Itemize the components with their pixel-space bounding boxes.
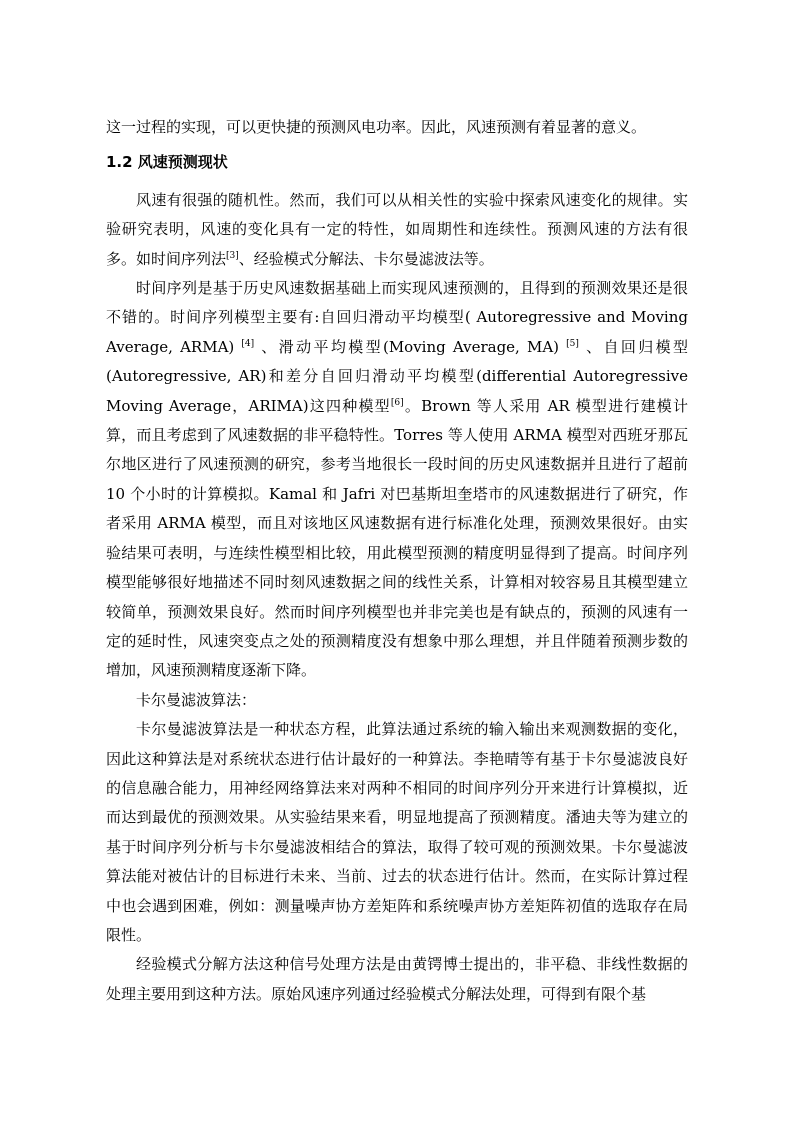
body-paragraph xyxy=(106,274,688,686)
text-run: 、经验模式分解法、卡尔曼滤波法等。 xyxy=(238,249,494,268)
text-run: 时间序列是基于历史风速数据基础上而实现风速预测的，且得到的预测效果还是很不错的。时间序列模型主要有:自回归滑动平均模型( Autoregressive and Moving Average, ARMA) xyxy=(106,279,688,356)
citation-ref: [6] xyxy=(390,397,404,408)
section-heading xyxy=(106,142,688,185)
citation-ref: [3] xyxy=(226,250,239,261)
body-paragraph xyxy=(106,715,688,950)
text-run: 风速有很强的随机性。然而，我们可以从相关性的实验中探索风速变化的规律。实验研究表明，风速的变化具有一定的特性，如周期性和连续性。预测风速的方法有很多。如时间序列法 xyxy=(106,190,688,268)
text-run: 。Brown 等人采用 AR 模型进行建模计算，而且考虑到了风速数据的非平稳特性。Torres 等人使用 ARMA 模型对西班牙那瓦尔地区进行了风速预测的研究，参考当地很长一段时间的历史风速数据并且进行了超前 10 个小时的计算模拟。Kamal 和 Jafri 对巴基斯坦奎塔市的风速数据进行了研究，作者采用 ARMA 模型，而且对该地区风速数据有进行标准化处理，预测效果很好。由实验结果可表明，与连续性模型相比较，用此模型预测的精度明显得到了提高。时间序列模型能够很好地描述不同时刻风速数据之间的线性关系，计算相对较容易且其模型建立较简单，预测效果良好。然而时间序列模型也并非完美也是有缺点的，预测的风速有一定的延时性，风速突变点之处的预测精度没有想象中那么理想，并且伴随着预测步数的增加，风速预测精度逐渐下降。 xyxy=(106,396,688,680)
document-page xyxy=(106,113,688,1009)
text-run: 卡尔曼滤波算法是一种状态方程，此算法通过系统的输入输出来观测数据的变化，因此这种算法是对系统状态进行估计最好的一种算法。李艳晴等有基于卡尔曼滤波良好的信息融合能力，用神经网络算法来对两种不相同的时间序列分开来进行计算模拟，近而达到最优的预测效果。从实验结果来看，明显地提高了预测精度。潘迪夫等为建立的基于时间序列分析与卡尔曼滤波相结合的算法，取得了较可观的预测效果。卡尔曼滤波算法能对被估计的目标进行未来、当前、过去的状态进行估计。然而，在实际计算过程中也会遇到困难，例如：测量噪声协方差矩阵和系统噪声协方差矩阵初值的选取存在局限性。 xyxy=(106,720,688,944)
body-paragraph xyxy=(106,113,688,142)
citation-ref: [5] xyxy=(566,338,579,349)
body-paragraph xyxy=(106,686,688,715)
text-run: 这一过程的实现，可以更快捷的预测风电功率。因此，风速预测有着显著的意义。 xyxy=(106,118,647,136)
text-run: 卡尔曼滤波算法： xyxy=(136,690,257,709)
text-run: 经验模式分解方法这种信号处理方法是由黄锷博士提出的，非平稳、非线性数据的处理主要用到这种方法。原始风速序列通过经验模式分解法处理，可得到有限个基 xyxy=(106,955,688,1003)
text-run: 、滑动平均模型(Moving Average, MA) xyxy=(254,337,567,356)
citation-ref: [4] xyxy=(241,338,255,349)
text-run: 1.2 风速预测现状 xyxy=(106,153,228,172)
text-run: 、自回归模型(Autoregressive, AR)和差分自回归滑动平均模型(differential Autoregressive Moving Average，ARIMA)这四种模型 xyxy=(106,337,688,415)
body-paragraph xyxy=(106,186,688,274)
body-paragraph xyxy=(106,950,688,1009)
